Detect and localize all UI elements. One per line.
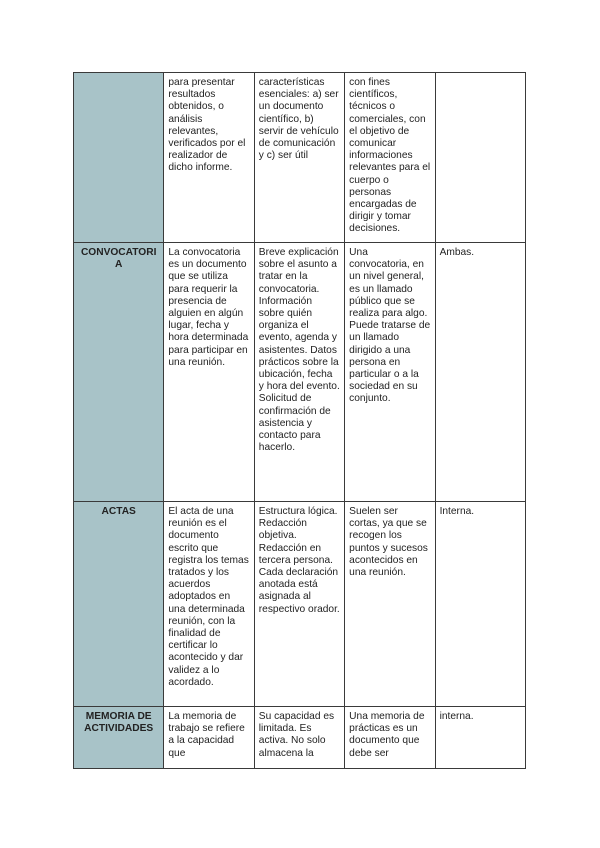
purpose-cell: Una memoria de prácticas es un documento que debe ser [345, 707, 435, 769]
type-cell: Interna. [435, 502, 525, 707]
characteristics-cell: Breve explicación sobre el asunto a tratar en la convocatoria. Información sobre quién organiza el evento, agenda y asistentes. Datos prácticos sobre la ubicación, fecha y hora del evento. Solicitud de confirmación de asistencia y contacto para hacerlo. [254, 243, 344, 502]
characteristics-cell: características esenciales: a) ser un documento científico, b) servir de vehículo de comunicación y c) ser útil [254, 73, 344, 243]
purpose-cell: Una convocatoria, en un nivel general, es un llamado público que se realiza para algo. Puede tratarse de un llamado dirigido a una persona en particular o a la sociedad en su conjunto. [345, 243, 435, 502]
table-row [74, 73, 526, 243]
row-header [74, 73, 164, 243]
purpose-cell: con fines científicos, técnicos o comerciales, con el objetivo de comunicar informaciones relevantes para el cuerpo o personas encargadas de dirigir y tomar decisiones. [345, 73, 435, 243]
table-row [74, 502, 526, 707]
characteristics-cell: Estructura lógica. Redacción objetiva. Redacción en tercera persona. Cada declaración anotada está asignada al respectivo orador. [254, 502, 344, 707]
row-header: ACTAS [74, 502, 164, 707]
definition-cell: La convocatoria es un documento que se utiliza para requerir la presencia de alguien en algún lugar, fecha y hora determinada para participar en una reunión. [164, 243, 254, 502]
comparison-table [73, 72, 526, 769]
type-cell: Ambas. [435, 243, 525, 502]
row-header: MEMORIA DE ACTIVIDADES [74, 707, 164, 769]
table-row [74, 707, 526, 769]
definition-cell: para presentar resultados obtenidos, o análisis relevantes, verificados por el realizador de dicho informe. [164, 73, 254, 243]
definition-cell: La memoria de trabajo se refiere a la capacidad que [164, 707, 254, 769]
purpose-cell: Suelen ser cortas, ya que se recogen los puntos y sucesos acontecidos en una reunión. [345, 502, 435, 707]
table-row [74, 243, 526, 502]
characteristics-cell: Su capacidad es limitada. Es activa. No solo almacena la [254, 707, 344, 769]
row-header: CONVOCATORIA [74, 243, 164, 502]
type-cell: interna. [435, 707, 525, 769]
definition-cell: El acta de una reunión es el documento escrito que registra los temas tratados y los acuerdos adoptados en una determinada reunión, con la finalidad de certificar lo acontecido y dar validez a lo acordado. [164, 502, 254, 707]
type-cell [435, 73, 525, 243]
